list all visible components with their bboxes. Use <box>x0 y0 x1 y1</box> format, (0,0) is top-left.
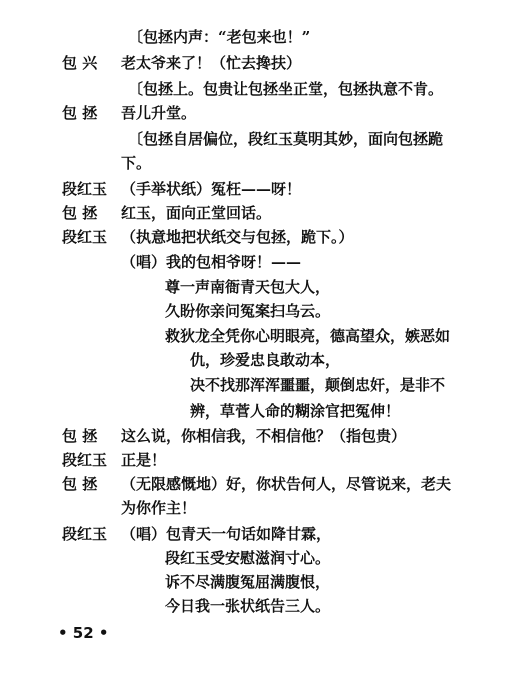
dialogue-continuation-line <box>0 495 509 521</box>
line-text: 尊一声南衙青天包大人， <box>165 278 331 296</box>
line-text: （无限感慨地）好，你状告何人，尽管说来，老夫 <box>121 475 452 493</box>
stage-direction-line <box>0 76 509 102</box>
line-text: 〔包拯内声：“老包来也！” <box>128 28 311 46</box>
dialogue-line <box>0 100 509 126</box>
verse-line <box>0 569 509 595</box>
stage-direction-line <box>0 150 509 176</box>
dialogue-line <box>0 224 509 250</box>
line-text: 今日我一张状纸告三人。 <box>165 597 331 615</box>
speaker-name: 包 拯 <box>62 104 98 122</box>
stage-direction-line <box>0 24 509 50</box>
verse-line <box>0 298 509 324</box>
speaker-name: 包 拯 <box>62 204 98 222</box>
speaker-name: 段红玉 <box>62 228 108 246</box>
verse-line <box>0 323 509 349</box>
line-text: 正是！ <box>121 451 167 469</box>
dialogue-line <box>0 176 509 202</box>
song-intro-line <box>0 249 509 275</box>
line-text: 老太爷来了！（忙去搀扶） <box>121 54 302 72</box>
line-text: 这么说，你相信我，不相信他？（指包贵） <box>121 427 407 445</box>
verse-continuation-line <box>0 347 509 373</box>
speaker-name: 包 拯 <box>62 427 98 445</box>
verse-line <box>0 593 509 619</box>
line-text: （唱）包青天一句话如降甘霖， <box>121 525 332 543</box>
line-text: 为你作主！ <box>121 499 197 517</box>
line-text: 段红玉受安慰滋润寸心。 <box>165 549 331 567</box>
speaker-name: 段红玉 <box>62 451 108 469</box>
dialogue-line <box>0 200 509 226</box>
speaker-name: 包 拯 <box>62 475 98 493</box>
line-text: 决不找那浑浑噩噩，颠倒忠奸，是非不 <box>190 376 446 394</box>
speaker-name: 段红玉 <box>62 525 108 543</box>
line-text: 久盼你亲问冤案扫乌云。 <box>165 302 331 320</box>
line-text: 〔包拯上。包贵让包拯坐正堂，包拯执意不肯。 <box>128 80 444 98</box>
verse-line <box>0 274 509 300</box>
line-text: 救狄龙全凭你心明眼亮，德高望众，嫉恶如 <box>165 327 451 345</box>
line-text: （唱）我的包相爷呀！—— <box>121 253 302 271</box>
line-text: （执意地把状纸交与包拯，跪下。） <box>121 228 354 246</box>
verse-line <box>0 545 509 571</box>
line-text: 红玉，面向正堂回话。 <box>121 204 272 222</box>
dialogue-line <box>0 50 509 76</box>
verse-continuation-line <box>0 398 509 424</box>
speaker-name: 包 兴 <box>62 54 98 72</box>
page-number: • 52 • <box>58 624 109 642</box>
line-text: （手举状纸）冤枉——呀！ <box>121 180 302 198</box>
dialogue-line <box>0 521 509 547</box>
line-text: 下。 <box>121 154 152 172</box>
line-text: 辨，草菅人命的糊涂官把冤伸！ <box>190 402 401 420</box>
line-text: 吾儿升堂。 <box>121 104 197 122</box>
line-text: 〔包拯自居偏位，段红玉莫明其妙，面向包拯跪 <box>128 130 444 148</box>
dialogue-line <box>0 471 509 497</box>
dialogue-line <box>0 423 509 449</box>
stage-direction-line <box>0 126 509 152</box>
line-text: 仇，珍爱忠良敢动本， <box>190 351 341 369</box>
verse-continuation-line <box>0 372 509 398</box>
speaker-name: 段红玉 <box>62 180 108 198</box>
line-text: 诉不尽满腹冤屈满腹恨， <box>165 573 331 591</box>
dialogue-line <box>0 447 509 473</box>
